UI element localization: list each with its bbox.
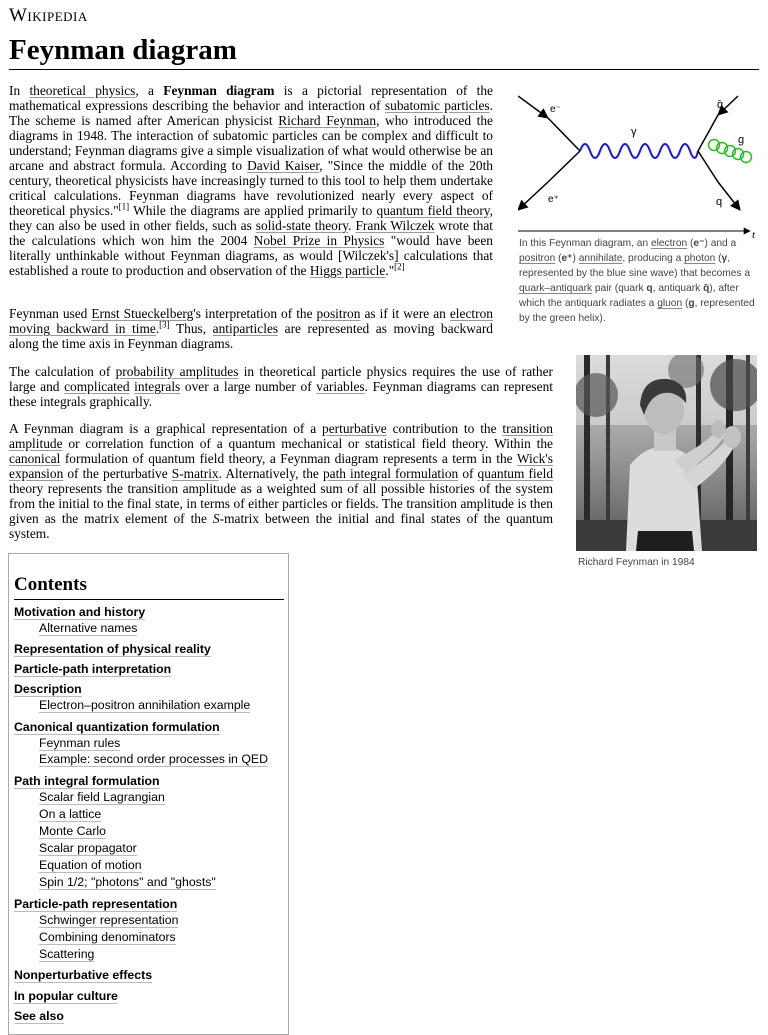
link-gluon[interactable]: gluon	[657, 298, 683, 309]
label-g: g	[738, 134, 745, 146]
positron-line-rest	[548, 151, 580, 182]
toc-item[interactable]: Combining denominators	[39, 930, 176, 944]
richard-feynman-photo[interactable]	[576, 355, 757, 551]
toc-item[interactable]: See also	[14, 1009, 64, 1023]
electron-line-rest	[548, 118, 580, 151]
link-positron-caption[interactable]: positron	[519, 253, 556, 264]
toc-item[interactable]: Scattering	[39, 947, 95, 961]
toc-item[interactable]: Spin 1/2; "photons" and "ghosts"	[39, 875, 216, 889]
link-antiparticles[interactable]: antiparticles	[212, 321, 279, 336]
link-annihilate[interactable]: annihilate	[578, 253, 623, 264]
link-solid-state-theory[interactable]: solid-state theory	[255, 218, 349, 233]
toc-item[interactable]: Description	[14, 682, 82, 696]
link-theoretical-physics[interactable]: theoretical physics	[29, 83, 136, 98]
link-electron[interactable]: electron	[650, 238, 688, 249]
label-gamma: γ	[631, 126, 637, 138]
positron-line	[518, 182, 548, 210]
toc-item[interactable]: Canonical quantization formulation	[14, 720, 220, 734]
toc-item[interactable]: On a lattice	[39, 807, 102, 821]
title-divider	[9, 69, 759, 70]
link-higgs-particle[interactable]: Higgs particle	[309, 263, 386, 278]
link-canonical[interactable]: canonical	[9, 451, 61, 466]
link-complicated[interactable]: complicated	[64, 379, 130, 394]
toc-item[interactable]: Feynman rules	[39, 736, 121, 750]
table-of-contents	[8, 553, 289, 1035]
toc-item[interactable]: Example: second order processes in QED	[39, 752, 268, 766]
toc-divider	[14, 599, 284, 600]
link-wicks-expansion[interactable]: Wick's expansion	[9, 451, 553, 481]
diagram-caption: In this Feynman diagram, an electron (e⁻) and a positron (e⁺) annihilate, producing a photon (γ, represented by the blue sine wave) that becomes a quark–antiquark pair (quark q, antiquark q̄), after which the antiquark radiates a gluon (g, represented by the green helix).	[519, 238, 755, 324]
toc-item[interactable]: Electron–positron annihilation example	[39, 698, 251, 712]
link-nobel-prize[interactable]: Nobel Prize in Physics	[253, 233, 385, 248]
toc-item[interactable]: Particle-path representation	[14, 897, 178, 911]
toc-item[interactable]: Nonperturbative effects	[14, 968, 153, 982]
link-david-kaiser[interactable]: David Kaiser	[247, 158, 320, 173]
link-quark-antiquark[interactable]: quark–antiquark	[519, 283, 593, 294]
wikipedia-logo[interactable]: Wikipedia	[9, 5, 88, 26]
link-probability-amplitudes[interactable]: probability amplitudes	[115, 364, 239, 379]
toc-item[interactable]: In popular culture	[14, 989, 118, 1003]
electron-line	[518, 96, 548, 118]
link-photon[interactable]: photon	[684, 253, 716, 264]
toc-item[interactable]: Equation of motion	[39, 858, 142, 872]
toc-item[interactable]: Motivation and history	[14, 605, 146, 619]
link-perturbative[interactable]: perturbative	[322, 421, 387, 436]
page-title: Feynman diagram	[9, 34, 237, 66]
toc-item[interactable]: Alternative names	[39, 621, 138, 635]
link-transition-amplitude[interactable]: transition amplitude	[9, 421, 554, 451]
toc-item[interactable]: Monte Carlo	[39, 824, 106, 838]
link-electron-backward[interactable]: electron moving backward in time	[9, 306, 493, 336]
toc-item[interactable]: Representation of physical reality	[14, 642, 211, 656]
link-positron[interactable]: positron	[316, 306, 361, 321]
photo-caption: Richard Feynman in 1984	[578, 557, 695, 568]
intro-paragraph: In theoretical physics, a Feynman diagram is a pictorial representation of the mathematical expressions describing the behavior and interaction of subatomic particles. The scheme is named after American physicist Richard Feynman, who introduced the diagrams in 1948. The interaction of subatomic particles can be complex and difficult to understand; Feynman diagrams give a simple visualization of what would otherwise be an arcane and abstract formula. According to David Kaiser, "Since the middle of the 20th century, theoretical physicists have increasingly turned to this tool to help them undertake critical calculations. Feynman diagrams have revolutionized nearly every aspect of theoretical physics."[1] While the diagrams are applied primarily to quantum field theory, they can also be used in other fields, such as solid-state theory. Frank Wilczek wrote that the calculations which won him the 2004 Nobel Prize in Physics "would have been literally unthinkable without Feynman diagrams, as would [Wilczek's] calculations that established a route to production and observation of the Higgs particle."[2]	[9, 83, 494, 278]
link-subatomic-particles[interactable]: subatomic particles	[384, 98, 490, 113]
toc-item[interactable]: Schwinger representation	[39, 913, 179, 927]
link-path-integral-formulation[interactable]: path integral formulation	[322, 466, 459, 481]
link-s-matrix[interactable]: S-matrix	[171, 466, 219, 481]
toc-item[interactable]: Scalar propagator	[39, 841, 137, 855]
link-ernst-stueckelberg[interactable]: Ernst Stueckelberg	[91, 306, 194, 321]
toc-title: Contents	[14, 574, 87, 595]
link-richard-feynman[interactable]: Richard Feynman	[278, 113, 377, 128]
link-quantum-field[interactable]: quantum field	[477, 466, 554, 481]
toc-item[interactable]: Scalar field Lagrangian	[39, 790, 165, 804]
ref-3[interactable]: [3]	[159, 319, 170, 330]
stueckelberg-paragraph: Feynman used Ernst Stueckelberg's interpretation of the positron as if it were an electron moving backward in time.[3] Thus, antiparticles are represented as moving backward along the time axis in Feynman diagrams.	[9, 306, 493, 351]
amplitudes-paragraph: The calculation of probability amplitudes in theoretical particle physics requires the use of rather large and complicated integrals over a large number of variables. Feynman diagrams can represent these integrals graphically.	[9, 364, 554, 409]
link-integrals[interactable]: integrals	[134, 379, 181, 394]
toc-item[interactable]: Particle-path interpretation	[14, 662, 172, 676]
label-q-bar: q̄	[717, 99, 724, 111]
link-variables[interactable]: variables	[316, 379, 365, 394]
toc-item[interactable]: Path integral formulation	[14, 774, 160, 788]
label-q: q	[716, 196, 723, 208]
ref-2[interactable]: [2]	[394, 261, 405, 272]
label-e-plus: e⁺	[548, 194, 559, 205]
photon-wave	[580, 144, 698, 158]
perturbative-paragraph: A Feynman diagram is a graphical representation of a perturbative contribution to the transition amplitude or correlation function of a quantum mechanical or statistical field theory. Within the canonical formulation of quantum field theory, a Feynman diagram represents a term in the Wick's expansion of the perturbative S-matrix. Alternatively, the path integral formulation of quantum field theory represents the transition amplitude as a weighted sum of all possible histories of the system from the initial to the final state, in terms of either particles or fields. The transition amplitude is then given as the matrix element of the S-matrix between the initial and final states of the quantum system.	[9, 421, 554, 541]
label-e-minus: e⁻	[550, 104, 561, 115]
link-quantum-field-theory[interactable]: quantum field theory	[376, 203, 490, 218]
feynman-diagram-figure[interactable]	[518, 90, 760, 240]
label-t: t	[752, 229, 756, 240]
gluon-helix	[709, 140, 752, 163]
link-frank-wilczek[interactable]: Frank Wilczek	[355, 218, 435, 233]
ref-1[interactable]: [1]	[118, 201, 130, 212]
quark-line-rest	[698, 151, 718, 182]
